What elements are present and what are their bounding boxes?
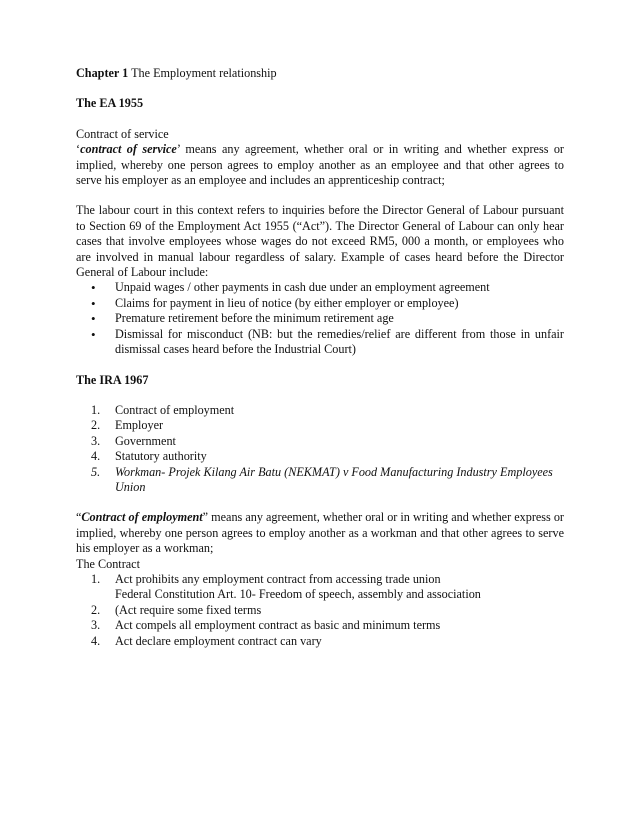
list-number: 2. bbox=[91, 602, 101, 617]
ira-open-quote: “ bbox=[76, 510, 82, 525]
list-item: • Unpaid wages / other payments in cash due under an employment agreement bbox=[76, 280, 564, 295]
list-text: Act prohibits any employment contract from accessing trade union bbox=[115, 571, 441, 586]
ira-heading-text: The IRA 1967 bbox=[76, 372, 149, 387]
case-citation: Projek Kilang Air Batu (NEKMAT) v Food Manufacturing Industry Employees Union bbox=[115, 464, 553, 494]
list-text: Employer bbox=[115, 418, 164, 433]
list-item bbox=[76, 572, 564, 603]
list-item bbox=[76, 603, 564, 618]
ea-term: contract of service bbox=[80, 142, 177, 157]
contract-heading: The Contract bbox=[76, 556, 140, 571]
list-item: • Premature retirement before the minimum retirement age bbox=[76, 311, 564, 326]
list-number: 5. bbox=[91, 464, 101, 479]
ea-close-quote: ’ bbox=[176, 142, 180, 157]
ira-definition-text: means any agreement, whether oral or in writing and whether express or implied, whereby one person agrees to employ another as a workman and that other agrees to serve his employer as a workman; bbox=[76, 510, 564, 556]
ea-heading bbox=[76, 96, 564, 111]
contract-list bbox=[76, 572, 564, 649]
ira-heading bbox=[76, 373, 564, 388]
ira-list bbox=[76, 403, 564, 495]
list-text: Government bbox=[115, 433, 176, 448]
list-number: 2. bbox=[91, 418, 101, 433]
chapter-label: Chapter 1 bbox=[76, 66, 129, 80]
list-item bbox=[76, 434, 564, 449]
list-item bbox=[76, 634, 564, 649]
ea-bullet-list bbox=[76, 280, 564, 357]
list-item: • Claims for payment in lieu of notice (by either employer or employee) bbox=[76, 296, 564, 311]
list-number: 1. bbox=[91, 402, 101, 417]
list-number: 4. bbox=[91, 449, 101, 464]
list-number: 3. bbox=[91, 618, 101, 633]
list-item bbox=[76, 418, 564, 433]
list-text: Statutory authority bbox=[115, 449, 207, 464]
ea-heading-text: The EA 1955 bbox=[76, 96, 144, 111]
list-item: • Dismissal for misconduct (NB: but the remedies/relief are different from those in unfair dismissal cases heard before the Industrial Court) bbox=[76, 327, 564, 358]
list-item bbox=[76, 403, 564, 418]
ira-close-quote: ” bbox=[202, 510, 209, 525]
list-text: Act declare employment contract can vary bbox=[115, 633, 322, 648]
list-text: (Act require some fixed terms bbox=[115, 602, 262, 617]
list-number: 1. bbox=[91, 571, 101, 586]
chapter-heading bbox=[76, 66, 564, 81]
list-number: 4. bbox=[91, 633, 101, 648]
list-text: Workman- bbox=[115, 464, 169, 479]
list-item bbox=[76, 618, 564, 633]
list-number: 3. bbox=[91, 433, 101, 448]
ea-definition-text: means any agreement, whether oral or in writing and whether express or implied, whereby one person agrees to employ another as an employee and that other agrees to serve his employer as an employee and includes an apprenticeship contract; bbox=[76, 142, 564, 188]
ea-subheading: Contract of service bbox=[76, 126, 169, 141]
list-text: Act compels all employment contract as basic and minimum terms bbox=[115, 618, 441, 633]
ira-term: Contract of employment bbox=[81, 510, 203, 525]
ira-definition bbox=[76, 510, 564, 556]
list-item bbox=[76, 449, 564, 464]
ea-definition bbox=[76, 142, 564, 188]
list-subtext: Federal Constitution Art. 10- Freedom of speech, assembly and association bbox=[115, 587, 481, 602]
labour-court-paragraph: The labour court in this context refers to inquiries before the Director General of Labour pursuant to Section 69 of the Employment Act 1955 (“Act”). The Director General of Labour can only hear cases that involve employees whose wages do not exceed RM5, 000 a month, or employees who are involved in manual labour regardless of salary. Example of cases heard before the Director General of Labour include: bbox=[76, 203, 564, 280]
chapter-title: The Employment relationship bbox=[131, 66, 277, 80]
list-text: Contract of employment bbox=[115, 402, 235, 417]
document-page bbox=[76, 66, 564, 649]
list-item bbox=[76, 465, 564, 496]
ea-open-quote: ‘ bbox=[76, 142, 81, 157]
